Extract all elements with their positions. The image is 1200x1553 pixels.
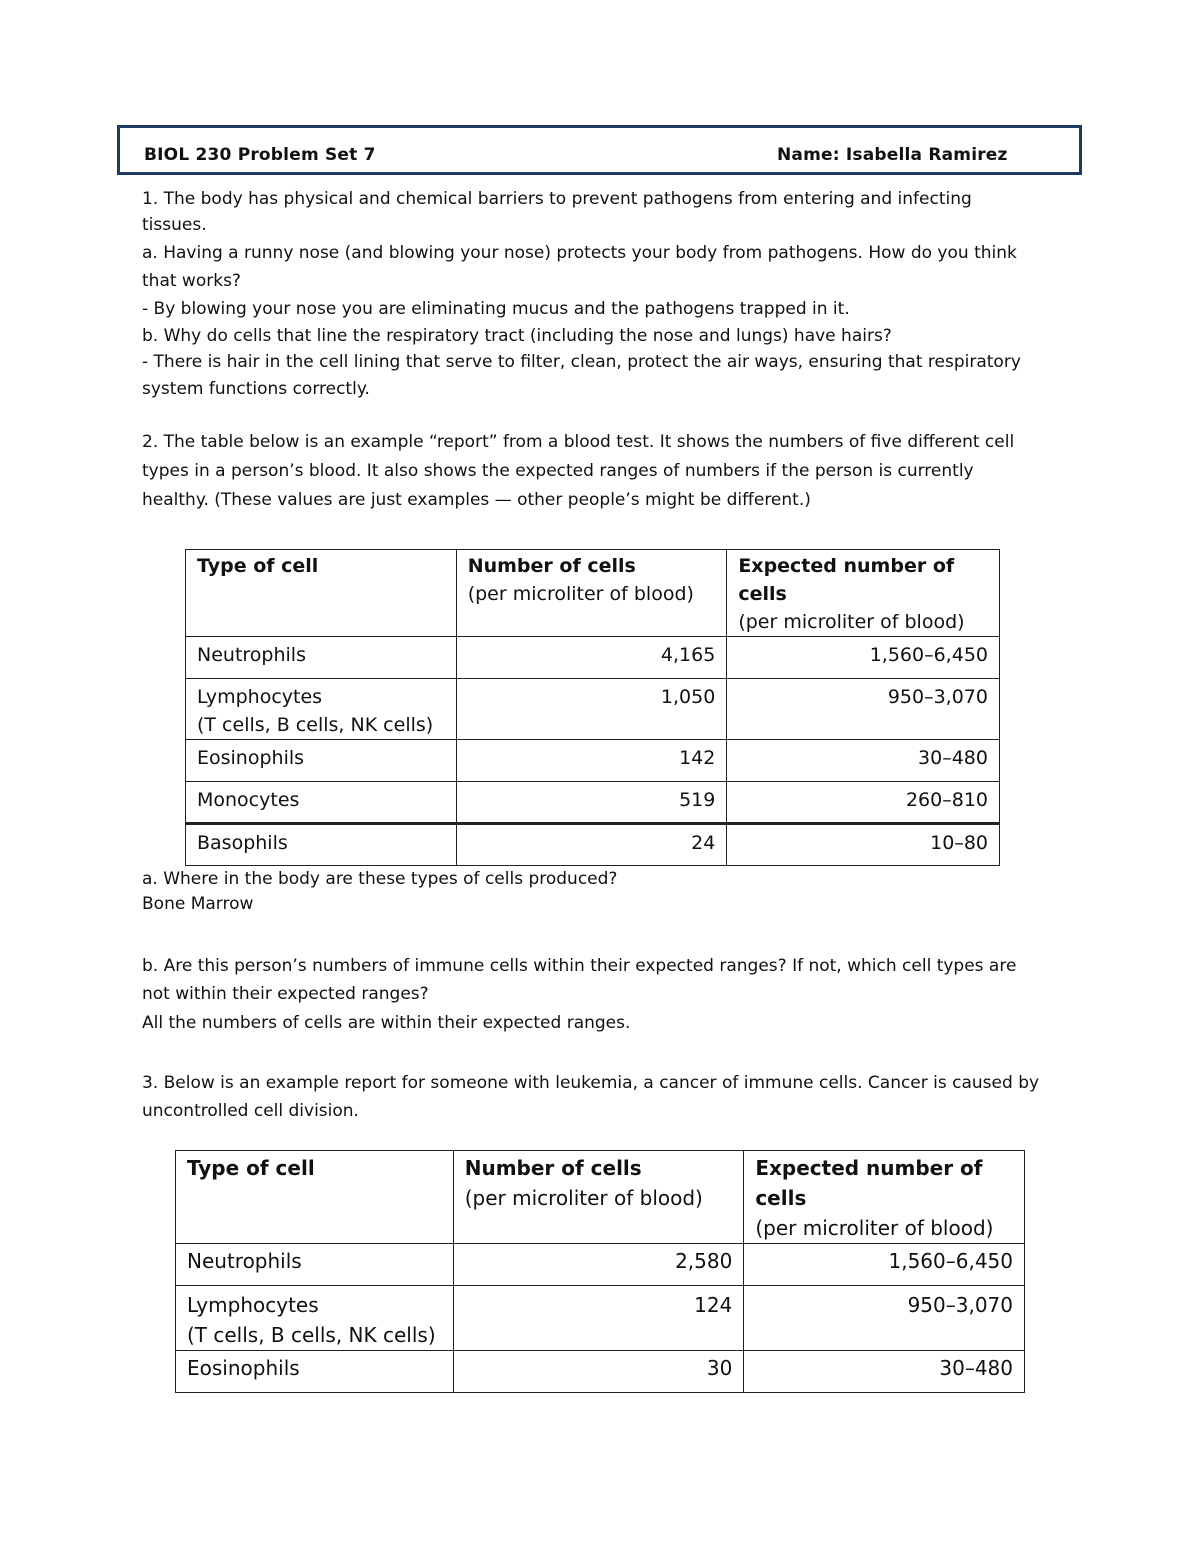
course-title: BIOL 230 Problem Set 7	[144, 145, 376, 165]
table-row	[186, 679, 1000, 740]
cell-expected: 950–3,070	[727, 679, 1000, 740]
cell-type: Neutrophils	[186, 637, 457, 679]
q1a-question-line2: that works?	[142, 271, 241, 291]
cell-expected: 10–80	[727, 824, 1000, 866]
q2-prompt-line1: 2. The table below is an example “report” from a blood test. It shows the numbers of five different cell	[142, 432, 1015, 452]
col-header-count-unit: (per microliter of blood)	[464, 1186, 703, 1210]
student-name: Name: Isabella Ramirez	[777, 145, 1008, 165]
cell-expected: 30–480	[744, 1351, 1025, 1393]
table-row	[176, 1351, 1025, 1393]
q1-prompt-line1: 1. The body has physical and chemical barriers to prevent pathogens from entering and infecting	[142, 189, 972, 209]
header-cell	[453, 1151, 744, 1244]
q3-prompt-line1: 3. Below is an example report for someone with leukemia, a cancer of immune cells. Cancer is caused by	[142, 1073, 1040, 1093]
table-header-row	[186, 550, 1000, 637]
cell-type: Eosinophils	[186, 740, 457, 782]
cell-expected: 30–480	[727, 740, 1000, 782]
q1a-question-line1: a. Having a runny nose (and blowing your nose) protects your body from pathogens. How do you think	[142, 243, 1017, 263]
q2a-question: a. Where in the body are these types of cells produced?	[142, 869, 618, 889]
header-cell	[744, 1151, 1025, 1244]
cell-type: Eosinophils	[176, 1351, 454, 1393]
cell-count: 124	[453, 1286, 744, 1351]
cell-type: Neutrophils	[176, 1244, 454, 1286]
q2b-answer: All the numbers of cells are within their expected ranges.	[142, 1013, 631, 1033]
q1a-answer: - By blowing your nose you are eliminating mucus and the pathogens trapped in it.	[142, 299, 850, 319]
table-row	[186, 637, 1000, 679]
table-row	[176, 1286, 1025, 1351]
col-header-count-unit: (per microliter of blood)	[467, 583, 694, 605]
cell-type-subtypes: (T cells, B cells, NK cells)	[197, 714, 434, 736]
col-header-expected: Expected number of cells	[738, 555, 955, 605]
table-row	[186, 740, 1000, 782]
cell-count: 24	[456, 824, 727, 866]
q1-prompt-line2: tissues.	[142, 215, 207, 235]
cell-count: 2,580	[453, 1244, 744, 1286]
cell-expected: 260–810	[727, 782, 1000, 824]
col-header-type: Type of cell	[197, 555, 319, 577]
table-header-row	[176, 1151, 1025, 1244]
cell-count: 30	[453, 1351, 744, 1393]
q2-prompt-line3: healthy. (These values are just examples — other people’s might be different.)	[142, 490, 811, 510]
header-cell	[456, 550, 727, 637]
col-header-expected-unit: (per microliter of blood)	[738, 611, 965, 633]
header-box	[117, 125, 1082, 175]
cell-count: 4,165	[456, 637, 727, 679]
cell-type: Basophils	[186, 824, 457, 866]
cell-type-name: Lymphocytes	[187, 1293, 319, 1317]
q2b-question-line1: b. Are this person’s numbers of immune cells within their expected ranges? If not, which cell types are	[142, 956, 1017, 976]
cell-expected: 1,560–6,450	[744, 1244, 1025, 1286]
cell-expected: 950–3,070	[744, 1286, 1025, 1351]
cell-type-subtypes: (T cells, B cells, NK cells)	[187, 1323, 436, 1347]
cell-count: 1,050	[456, 679, 727, 740]
cell-expected: 1,560–6,450	[727, 637, 1000, 679]
cell-type	[176, 1286, 454, 1351]
table-row	[186, 824, 1000, 866]
cell-type: Monocytes	[186, 782, 457, 824]
header-cell	[727, 550, 1000, 637]
cell-count: 142	[456, 740, 727, 782]
q2b-question-line2: not within their expected ranges?	[142, 984, 429, 1004]
cell-count: 519	[456, 782, 727, 824]
header-cell	[176, 1151, 454, 1244]
q3-prompt-line2: uncontrolled cell division.	[142, 1101, 359, 1121]
col-header-expected: Expected number of cells	[755, 1156, 983, 1210]
col-header-count: Number of cells	[464, 1156, 642, 1180]
leukemia-report-table	[175, 1150, 1025, 1393]
q1b-answer-line1: - There is hair in the cell lining that serve to filter, clean, protect the air ways, ensuring that respiratory	[142, 352, 1021, 372]
col-header-expected-unit: (per microliter of blood)	[755, 1216, 994, 1240]
q1b-answer-line2: system functions correctly.	[142, 379, 370, 399]
col-header-type: Type of cell	[187, 1156, 315, 1180]
table-row	[176, 1244, 1025, 1286]
blood-report-table	[185, 549, 1000, 866]
q2-prompt-line2: types in a person’s blood. It also shows the expected ranges of numbers if the person is currently	[142, 461, 974, 481]
q1b-question: b. Why do cells that line the respiratory tract (including the nose and lungs) have hairs?	[142, 326, 892, 346]
table-row	[186, 782, 1000, 824]
q2a-answer: Bone Marrow	[142, 894, 254, 914]
cell-type	[186, 679, 457, 740]
col-header-count: Number of cells	[467, 555, 636, 577]
cell-type-name: Lymphocytes	[197, 686, 323, 708]
header-cell	[186, 550, 457, 637]
